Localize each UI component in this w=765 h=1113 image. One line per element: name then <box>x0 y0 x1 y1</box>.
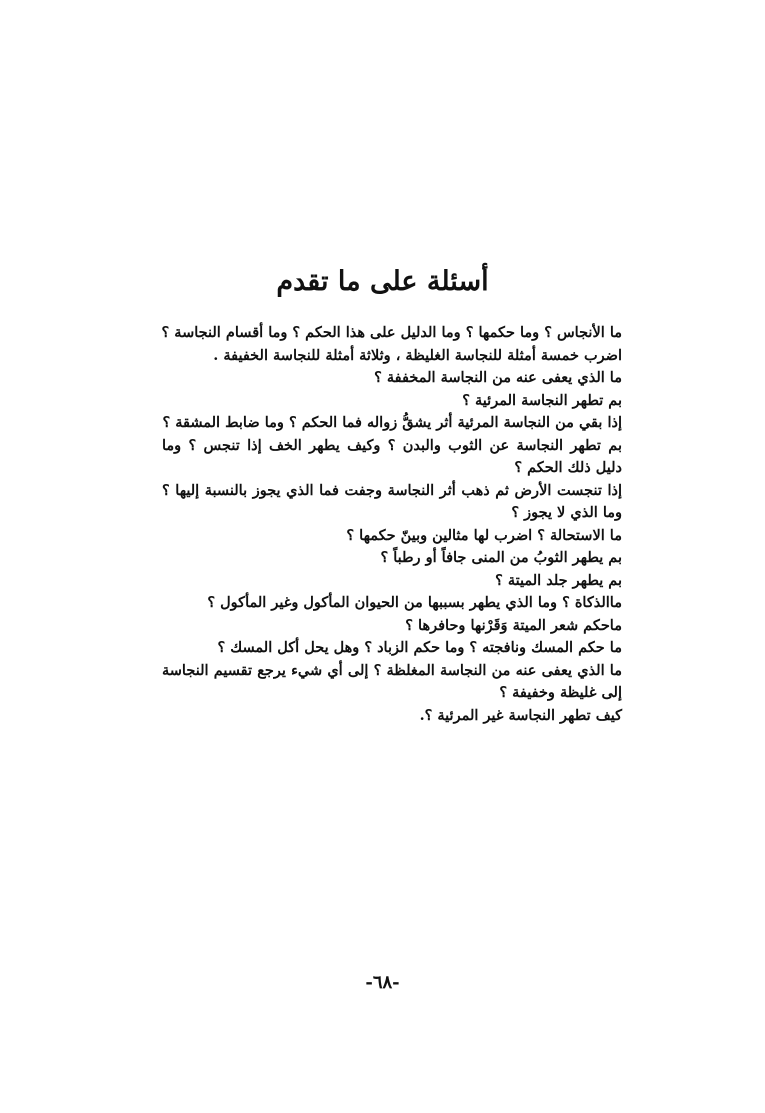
question-item: بم يطهر الثوبُ من المنى جافاً أو رطباً ؟ <box>380 549 622 566</box>
page-title: أسئلة على ما تقدم <box>276 266 489 297</box>
question-item: ما الأنجاس ؟ وما حكمها ؟ وما الدليل على هذا الحكم ؟ وما أقسام النجاسة ؟ <box>161 324 622 341</box>
question-item: بم تطهر النجاسة المرئية ؟ <box>462 391 622 409</box>
question-item: اضرب خمسة أمثلة للنجاسة الغليظة ، وثلاثة أمثلة للنجاسة الخفيفة . <box>213 346 622 364</box>
question-item: ماالذكاة ؟ وما الذي يطهر بسببها من الحيوان المأكول وغير المأكول ؟ <box>207 594 622 611</box>
questions-list <box>162 322 622 727</box>
question-item: ما الاستحالة ؟ اضرب لها مثالين وبينّ حكمها ؟ <box>346 526 622 544</box>
question-item: بم يطهر جلد الميتة ؟ <box>495 571 622 589</box>
question-item: ما حكم المسك ونافجته ؟ وما حكم الزباد ؟ وهل يحل أكل المسك ؟ <box>217 639 622 656</box>
question-item: ما الذي يعفى عنه من النجاسة المغلظة ؟ إلى أي شيء يرجع تقسيم النجاسة إلى غليظة وخفيفة ؟ <box>162 661 622 701</box>
question-item: ما الذي يعفى عنه من النجاسة المخففة ؟ <box>374 369 622 386</box>
page-number: -٦٨- <box>365 972 400 993</box>
question-item: ماحكم شعر الميتة وَقَرْنها وحافرها ؟ <box>405 616 622 634</box>
question-item: بم تطهر النجاسة عن الثوب والبدن ؟ وكيف يطهر الخف إذا تنجس ؟ وما دليل ذلك الحكم ؟ <box>162 436 622 476</box>
question-item: إذا بقي من النجاسة المرئية أثر يشقُّ زواله فما الحكم ؟ وما ضابط المشقة ؟ <box>162 414 622 431</box>
question-item: كيف تطهر النجاسة غير المرئية ؟. <box>419 706 622 724</box>
question-item: إذا تنجست الأرض ثم ذهب أثر النجاسة وجفت فما الذي يجوز بالنسبة إليها ؟ وما الذي لا يجوز ؟ <box>162 481 622 521</box>
